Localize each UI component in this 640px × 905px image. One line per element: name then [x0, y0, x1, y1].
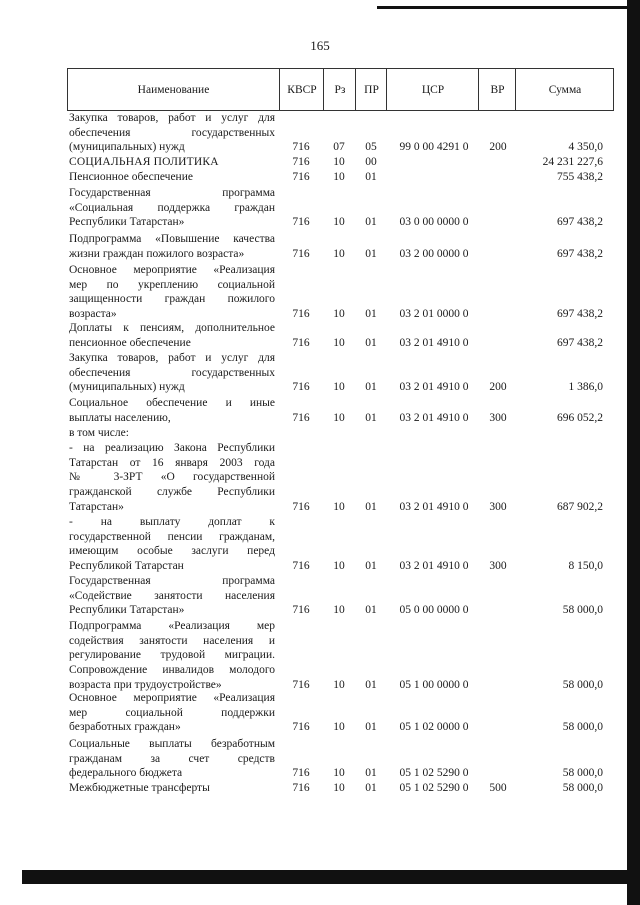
cell-csr: 99 0 00 4291 0: [399, 141, 469, 154]
cell-csr: 05 1 02 5290 0: [399, 782, 469, 794]
cell-sum: 8 150,0: [568, 560, 603, 573]
cell-csr: 03 2 01 4910 0: [399, 500, 469, 513]
cell-sum: 4 350,0: [568, 141, 603, 154]
cell-kvsr: 716: [292, 721, 310, 734]
cell-kvsr: 716: [292, 678, 310, 691]
cell-pr: 01: [365, 336, 377, 349]
row-name: Пенсионное обеспечение: [69, 171, 193, 183]
cell-pr: 01: [365, 767, 377, 780]
cell-vr: 500: [489, 782, 507, 794]
cell-sum: 697 438,2: [557, 247, 603, 260]
row-name: СОЦИАЛЬНАЯ ПОЛИТИКА: [69, 156, 219, 168]
cell-csr: 03 2 01 4910 0: [399, 560, 469, 573]
row-name: Межбюджетные трансферты: [69, 782, 210, 794]
cell-pr: 01: [365, 216, 377, 229]
cell-kvsr: 716: [292, 156, 310, 168]
row-name: Закупка товаров, работ и услуг для обеспечения государственных (муниципальных) нужд: [69, 352, 275, 394]
cell-csr: 05 0 00 0000 0: [399, 604, 469, 617]
cell-sum: 696 052,2: [557, 411, 603, 424]
row-name: Государственная программа «Социальная поддержка граждан Республики Татарстан»: [69, 187, 275, 229]
cell-rz: 10: [333, 156, 345, 168]
cell-pr: 01: [365, 308, 377, 321]
cell-sum: 58 000,0: [562, 782, 603, 794]
cell-kvsr: 716: [292, 500, 310, 513]
cell-csr: 03 2 01 4910 0: [399, 411, 469, 424]
cell-rz: 10: [333, 604, 345, 617]
header-csr: ЦСР: [386, 69, 479, 110]
cell-vr: 300: [489, 500, 507, 513]
row-name: Социальное обеспечение и иные выплаты населению,: [69, 397, 275, 424]
cell-pr: 01: [365, 721, 377, 734]
cell-rz: 10: [333, 336, 345, 349]
cell-sum: 58 000,0: [562, 767, 603, 780]
cell-kvsr: 716: [292, 336, 310, 349]
cell-pr: 01: [365, 381, 377, 394]
cell-sum: 687 902,2: [557, 500, 603, 513]
header-sum: Сумма: [515, 69, 614, 110]
header-vr: ВР: [478, 69, 516, 110]
cell-csr: 03 2 00 0000 0: [399, 247, 469, 260]
cell-pr: 05: [365, 141, 377, 154]
cell-kvsr: 716: [292, 171, 310, 183]
cell-csr: 05 1 02 0000 0: [399, 721, 469, 734]
row-name: - на выплату доплат к государственной пенсии гражданам, имеющим особые заслуги перед Республикой Татарстан: [69, 516, 275, 573]
header-kvsr: КВСР: [279, 69, 324, 110]
cell-pr: 01: [365, 678, 377, 691]
cell-kvsr: 716: [292, 767, 310, 780]
cell-csr: 03 2 01 4910 0: [399, 381, 469, 394]
cell-sum: 755 438,2: [557, 171, 603, 183]
cell-sum: 697 438,2: [557, 308, 603, 321]
cell-csr: 03 2 01 0000 0: [399, 308, 469, 321]
row-name: Государственная программа «Содействие занятости населения Республики Татарстан»: [69, 575, 275, 617]
cell-rz: 10: [333, 721, 345, 734]
row-name: в том числе:: [69, 427, 129, 439]
cell-kvsr: 716: [292, 782, 310, 794]
cell-rz: 10: [333, 678, 345, 691]
header-name: Наименование: [137, 83, 210, 96]
cell-kvsr: 716: [292, 308, 310, 321]
cell-sum: 697 438,2: [557, 216, 603, 229]
cell-sum: 1 386,0: [568, 381, 603, 394]
cell-pr: 01: [365, 247, 377, 260]
cell-rz: 10: [333, 411, 345, 424]
cell-rz: 10: [333, 216, 345, 229]
page-number: 165: [310, 38, 330, 53]
cell-pr: 01: [365, 500, 377, 513]
cell-vr: 200: [489, 141, 507, 154]
row-name: Закупка товаров, работ и услуг для обеспечения государственных (муниципальных) нужд: [69, 112, 275, 154]
cell-sum: 58 000,0: [562, 721, 603, 734]
cell-kvsr: 716: [292, 411, 310, 424]
cell-vr: 300: [489, 411, 507, 424]
row-name: Подпрограмма «Реализация мер содействия занятости населения и регулирование трудовой миграции. Сопровождение инвалидов молодого возраста при трудоустройстве»: [69, 620, 275, 691]
cell-rz: 10: [333, 782, 345, 794]
cell-kvsr: 716: [292, 141, 310, 154]
cell-rz: 07: [333, 141, 345, 154]
cell-csr: 05 1 02 5290 0: [399, 767, 469, 780]
cell-vr: 300: [489, 560, 507, 573]
cell-rz: 10: [333, 500, 345, 513]
scan-edge-top: [377, 6, 640, 9]
row-name: Доплаты к пенсиям, дополнительное пенсионное обеспечение: [69, 322, 275, 349]
cell-pr: 01: [365, 604, 377, 617]
cell-kvsr: 716: [292, 381, 310, 394]
cell-rz: 10: [333, 381, 345, 394]
cell-rz: 10: [333, 560, 345, 573]
cell-pr: 01: [365, 560, 377, 573]
cell-kvsr: 716: [292, 604, 310, 617]
cell-rz: 10: [333, 767, 345, 780]
cell-sum: 58 000,0: [562, 678, 603, 691]
cell-rz: 10: [333, 247, 345, 260]
cell-pr: 01: [365, 782, 377, 794]
cell-pr: 00: [365, 156, 377, 168]
header-pr: ПР: [355, 69, 387, 110]
row-name: - на реализацию Закона Республики Татарстан от 16 января 2003 года № 3-ЗРТ «О государственной гражданской службе Республики Татарстан»: [69, 442, 275, 513]
cell-csr: 05 1 00 0000 0: [399, 678, 469, 691]
cell-rz: 10: [333, 308, 345, 321]
row-name: Основное мероприятие «Реализация мер по укреплению социальной защищенности граждан пожилого возраста»: [69, 264, 275, 321]
row-name: Социальные выплаты безработным гражданам за счет средств федерального бюджета: [69, 738, 275, 780]
row-name: Подпрограмма «Повышение качества жизни граждан пожилого возраста»: [69, 233, 275, 260]
cell-sum: 58 000,0: [562, 604, 603, 617]
table-header: [67, 68, 614, 111]
scan-edge-bottom: [22, 870, 640, 884]
cell-kvsr: 716: [292, 216, 310, 229]
cell-kvsr: 716: [292, 560, 310, 573]
row-name: Основное мероприятие «Реализация мер социальной поддержки безработных граждан»: [69, 692, 275, 734]
cell-pr: 01: [365, 171, 377, 183]
cell-kvsr: 716: [292, 247, 310, 260]
cell-rz: 10: [333, 171, 345, 183]
header-rz: Рз: [323, 69, 356, 110]
cell-vr: 200: [489, 381, 507, 394]
cell-sum: 24 231 227,6: [542, 156, 603, 168]
scan-edge-right: [627, 0, 640, 905]
cell-pr: 01: [365, 411, 377, 424]
cell-sum: 697 438,2: [557, 336, 603, 349]
cell-csr: 03 2 01 4910 0: [399, 336, 469, 349]
cell-csr: 03 0 00 0000 0: [399, 216, 469, 229]
